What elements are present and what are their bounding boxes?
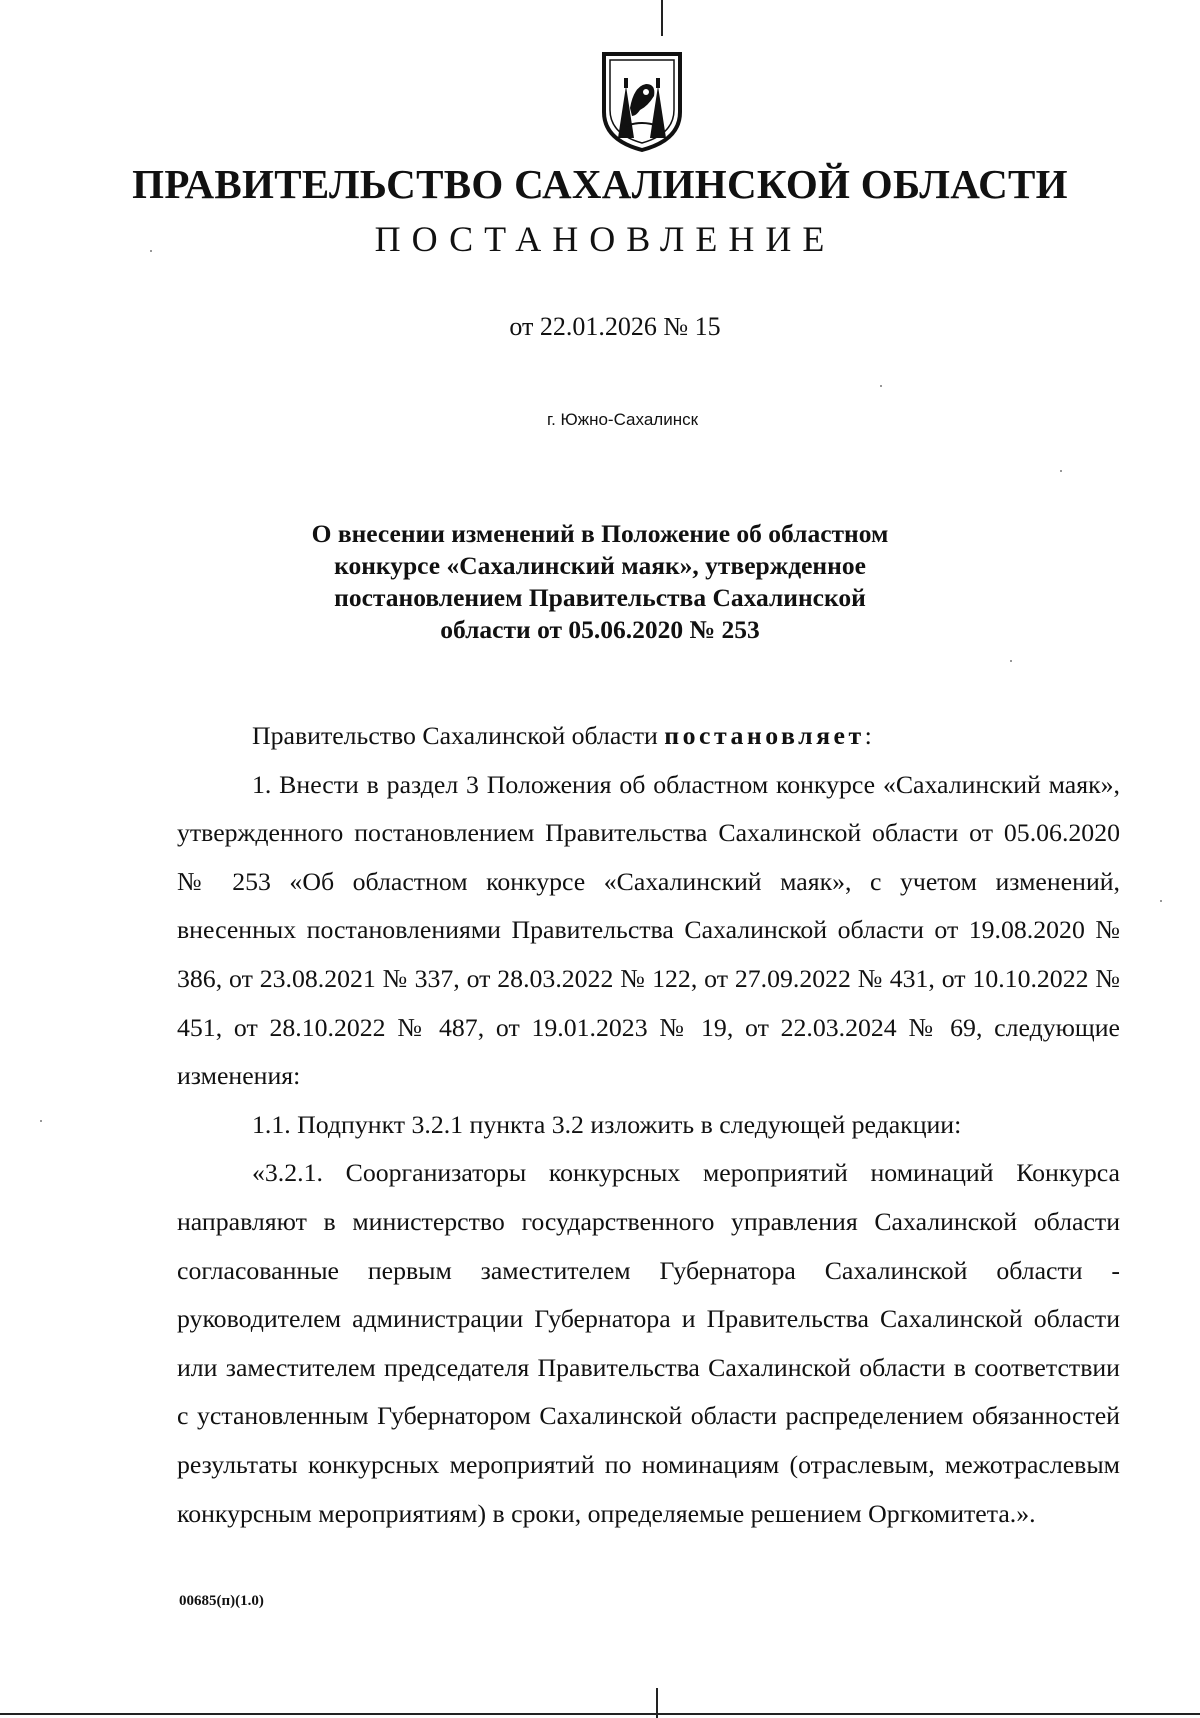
scan-speck [1010, 660, 1012, 662]
scan-speck [1060, 470, 1062, 472]
subject-line: постановлением Правительства Сахалинской [334, 583, 866, 612]
preamble-paragraph [177, 712, 1120, 761]
preamble-verb: постановляет [664, 721, 865, 750]
paragraph-1: 1. Внести в раздел 3 Положения об областном конкурсе «Сахалинский маяк», утвержденного постановлением Правительства Сахалинской области от 05.06.2020 № 253 «Об областном конкурсе «Сахалинский маяк», с учетом изменений, внесенных постановлениями Правительства Сахалинской области от 19.08.2020 № 386, от 23.08.2021 № 337, от 28.03.2022 № 122, от 27.09.2022 № 431, от 10.10.2022 № 451, от 28.10.2022 № 487, от 19.01.2023 № 19, от 22.03.2024 № 69, следующие изменения: [177, 769, 1120, 1091]
scan-speck [40, 1120, 42, 1122]
document-date-number: от 22.01.2026 № 15 [509, 312, 721, 341]
preamble-suffix: : [864, 721, 872, 750]
document-type-title: ПОСТАНОВЛЕНИЕ [374, 219, 836, 259]
paragraph-3-2-1: «3.2.1. Соорганизаторы конкурсных мероприятий номинаций Конкурса направляют в министерство государственного управления Сахалинской области согласованные первым заместителем Губернатора Сахалинской области - руководителем администрации Губернатора и Правительства Сахалинской области или заместителем председателя Правительства Сахалинской области в соответствии с установленным Губернатором Сахалинской области распределением обязанностей результаты конкурсных мероприятий по номинациям (отраслевым, межотраслевым конкурсным мероприятиям) в сроки, определяемые решением Оргкомитета.». [177, 1158, 1120, 1528]
document-code: 00685(п)(1.0) [179, 1593, 264, 1609]
document-body [177, 712, 1120, 1538]
scan-artifact-bottom-tick [656, 1688, 658, 1718]
paragraph-1-1: 1.1. Подпункт 3.2.1 пункта 3.2 изложить в следующей редакции: [252, 1109, 962, 1139]
sakhalin-coat-of-arms-icon [596, 50, 688, 152]
scan-artifact-top-line [661, 0, 663, 36]
subject-line: конкурсе «Сахалинский маяк», утвержденное [334, 551, 866, 580]
scan-speck [880, 385, 882, 387]
subject-line: О внесении изменений в Положение об областном [311, 519, 889, 548]
document-subject [300, 518, 900, 646]
organization-title: ПРАВИТЕЛЬСТВО САХАЛИНСКОЙ ОБЛАСТИ [132, 161, 1068, 207]
document-place: г. Южно-Сахалинск [546, 410, 699, 429]
scan-artifact-bottom-line [0, 1713, 1200, 1715]
scan-speck [1160, 900, 1162, 902]
subject-line: области от 05.06.2020 № 253 [440, 615, 760, 644]
preamble-prefix: Правительство Сахалинской области [252, 721, 665, 750]
